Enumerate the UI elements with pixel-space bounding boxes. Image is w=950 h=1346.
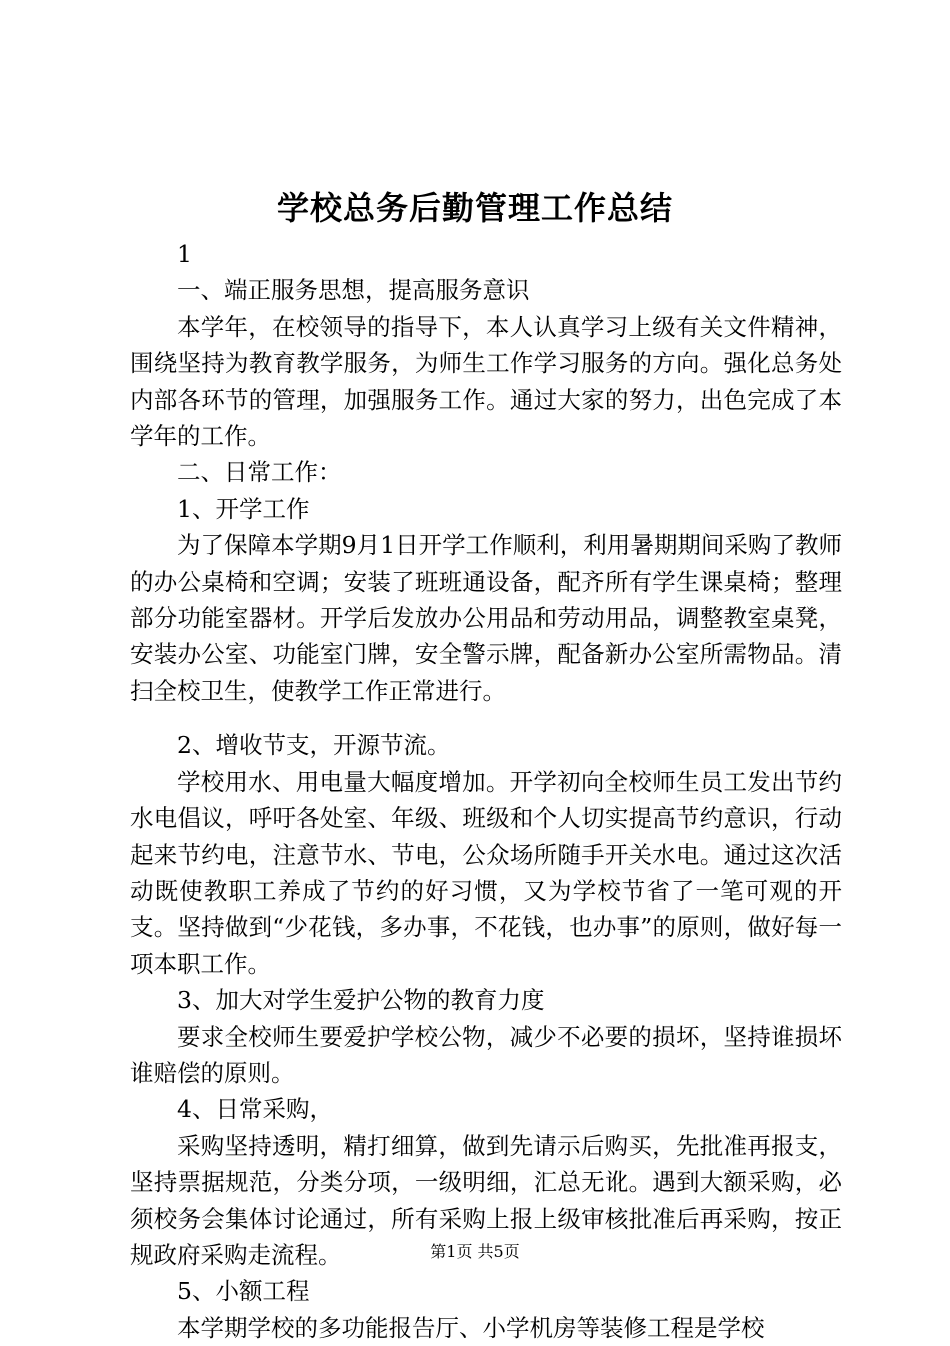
section-heading-2: 二、日常工作： xyxy=(177,458,342,487)
paragraph: 要求全校师生要爱护学校公物，减少不必要的损坏，坚持谁损坏谁赔偿的原则。 xyxy=(130,1022,842,1087)
subheading-5: 5、小额工程 xyxy=(177,1277,310,1306)
paragraph: 本学期学校的多功能报告厅、小学机房等装修工程是学校 xyxy=(177,1313,765,1342)
document-body xyxy=(130,236,842,1346)
paragraph: 学校用水、用电量大幅度增加。开学初向全校师生员工发出节约水电倡议，呼吁各处室、年级、班级和个人切实提高节约意识，行动起来节约电，注意节水、节电，公众场所随手开关水电。通过这次活动既使教职工养成了节约的好习惯，又为学校节省了一笔可观的开支。坚持做到“少花钱，多办事，不花钱，也办事”的原则，做好每一项本职工作。 xyxy=(130,767,842,978)
document-title: 学校总务后勤管理工作总结 xyxy=(276,189,673,227)
subheading-2: 2、增收节支，开源节流。 xyxy=(177,731,451,760)
section-heading-1: 一、端正服务思想，提高服务意识 xyxy=(177,276,530,305)
subheading-3: 3、加大对学生爱护公物的教育力度 xyxy=(177,986,545,1015)
paragraph: 本学年，在校领导的指导下，本人认真学习上级有关文件精神，围绕坚持为教育教学服务，为师生工作学习服务的方向。强化总务处内部各环节的管理，加强服务工作。通过大家的努力，出色完成了本学年的工作。 xyxy=(130,312,842,451)
paragraph-number: 1 xyxy=(177,240,192,268)
page-footer: 第1页 共5页 xyxy=(430,1242,520,1261)
subheading-4: 4、日常采购， xyxy=(177,1095,333,1124)
subheading-1: 1、开学工作 xyxy=(177,494,310,523)
paragraph: 为了保障本学期9月1日开学工作顺利，利用暑期期间采购了教师的办公桌椅和空调；安装了班班通设备，配齐所有学生课桌椅；整理部分功能室器材。开学后发放办公用品和劳动用品，调整教室桌凳，安装办公室、功能室门牌，安全警示牌，配备新办公室所需物品。清扫全校卫生，使教学工作正常进行。 xyxy=(130,531,842,705)
paragraph: 采购坚持透明，精打细算，做到先请示后购买，先批准再报支，坚持票据规范，分类分项，一级明细，汇总无讹。遇到大额采购，必须校务会集体讨论通过，所有采购上报上级审核批准后再采购，按正规政府采购走流程。 xyxy=(130,1131,842,1269)
